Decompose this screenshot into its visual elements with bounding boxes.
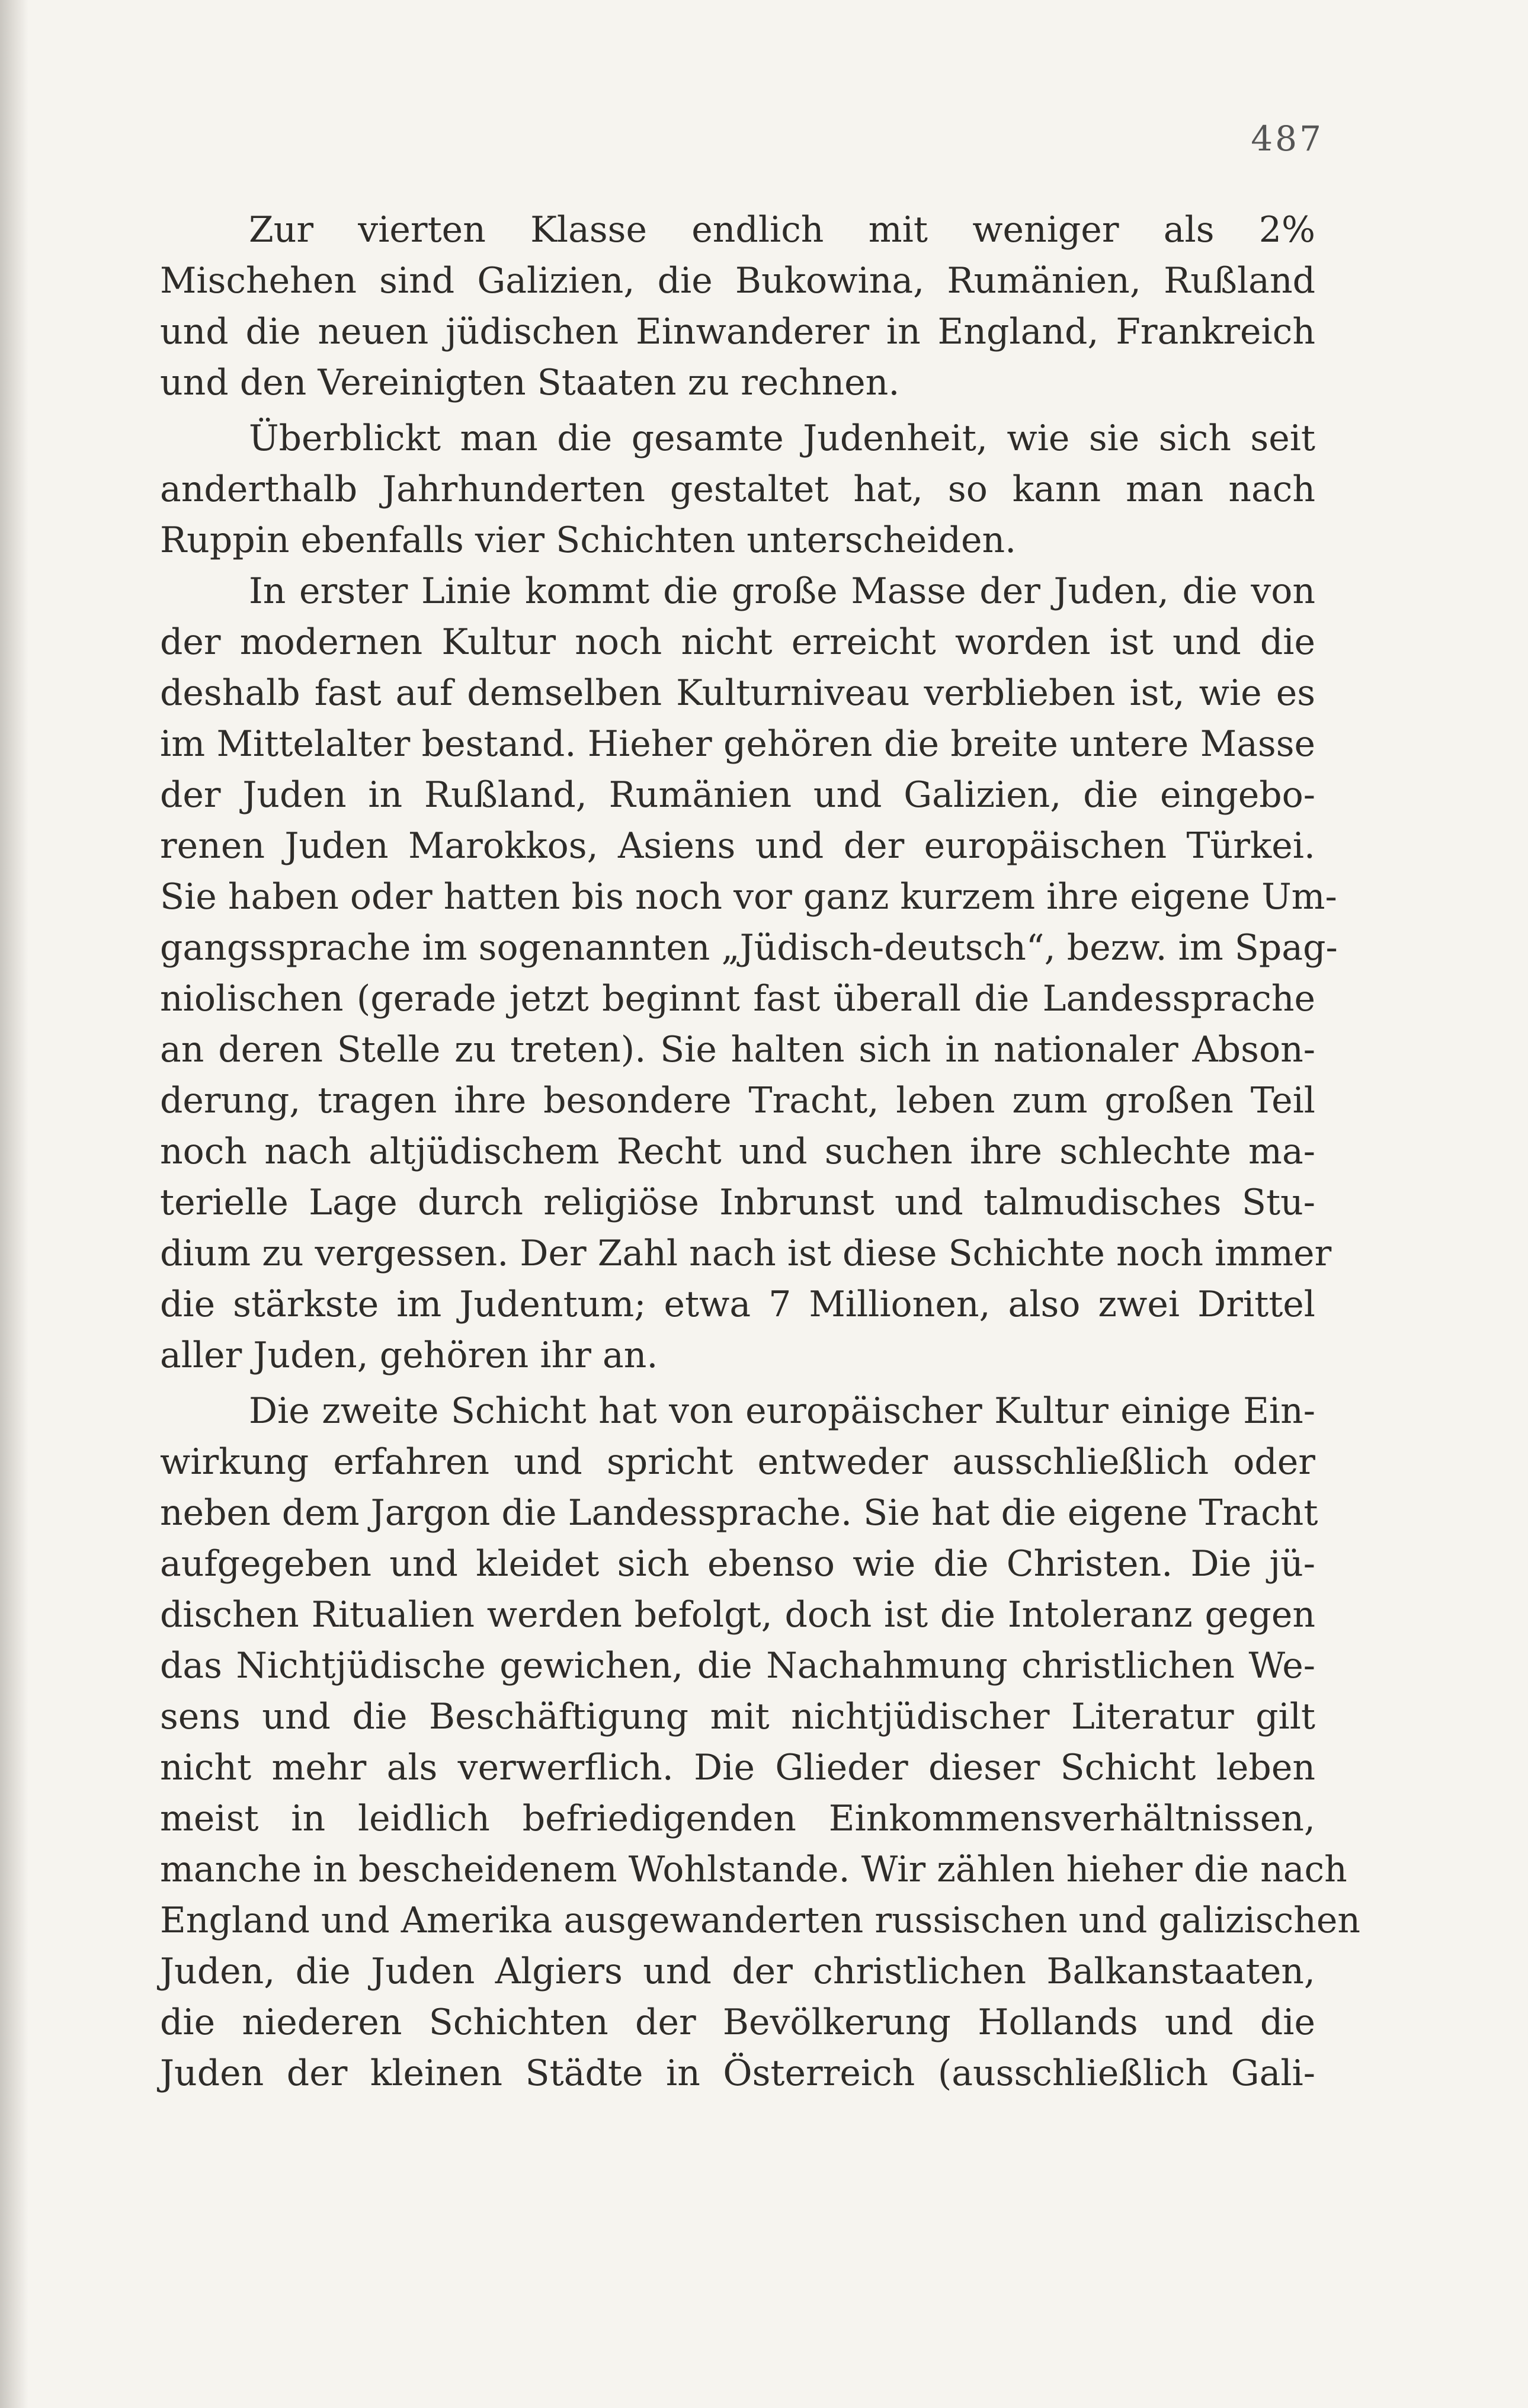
text-line: Die zweite Schicht hat von europäischer Kultur einige Ein- (249, 1390, 1315, 1432)
text-line: gangssprache im sogenannten „Jüdisch-deutsch“, bezw. im Spag- (160, 927, 1338, 969)
text-line: derung, tragen ihre besondere Tracht, leben zum großen Teil (160, 1080, 1315, 1121)
text-line: sens und die Beschäftigung mit nichtjüdischer Literatur gilt (160, 1696, 1315, 1737)
text-line: wirkung erfahren und spricht entweder ausschließlich oder (160, 1441, 1315, 1483)
text-line: Sie haben oder hatten bis noch vor ganz kurzem ihre eigene Um- (160, 876, 1337, 918)
text-line: die niederen Schichten der Bevölkerung Hollands und die (160, 2002, 1315, 2043)
paragraph-4 (160, 1386, 1360, 2099)
text-line: Juden, die Juden Algiers und der christlichen Balkanstaaten, (160, 1951, 1315, 1992)
text-line: das Nichtjüdische gewichen, die Nachahmung christlichen We- (160, 1645, 1315, 1686)
page-binding-edge (0, 0, 28, 2408)
text-line: nicht mehr als verwerflich. Die Glieder dieser Schicht leben (160, 1747, 1315, 1788)
paragraph-3 (160, 566, 1338, 1381)
text-line: noch nach altjüdischem Recht und suchen ihre schlechte ma- (160, 1131, 1315, 1172)
text-line: der Juden in Rußland, Rumänien und Galizien, die eingebo- (160, 774, 1315, 816)
text-column (160, 204, 1360, 2099)
text-line: aller Juden, gehören ihr an. (160, 1335, 658, 1376)
paragraph-2 (160, 413, 1315, 566)
text-line: und die neuen jüdischen Einwanderer in England, Frankreich (160, 311, 1315, 352)
text-line: an deren Stelle zu treten). Sie halten sich in nationaler Abson- (160, 1029, 1315, 1070)
text-line: Juden der kleinen Städte in Österreich (ausschließlich Gali- (160, 2053, 1315, 2094)
text-line: Mischehen sind Galizien, die Bukowina, Rumänien, Rußland (160, 260, 1315, 302)
text-line: aufgegeben und kleidet sich ebenso wie die Christen. Die jü- (160, 1543, 1315, 1585)
text-line: terielle Lage durch religiöse Inbrunst und talmudisches Stu- (160, 1182, 1315, 1223)
text-line: renen Juden Marokkos, Asiens und der europäischen Türkei. (160, 825, 1315, 867)
paragraph-1 (160, 204, 1315, 408)
text-line: Überblickt man die gesamte Judenheit, wie sie sich seit (249, 418, 1315, 459)
text-line: dium zu vergessen. Der Zahl nach ist diese Schichte noch immer (160, 1233, 1332, 1274)
text-line: dischen Ritualien werden befolgt, doch ist die Intoleranz gegen (160, 1594, 1315, 1636)
text-line: im Mittelalter bestand. Hieher gehören die breite untere Masse (160, 723, 1315, 765)
text-line: England und Amerika ausgewanderten russischen und galizischen (160, 1900, 1360, 1941)
text-line: niolischen (gerade jetzt beginnt fast überall die Landessprache (160, 978, 1315, 1019)
text-line: Zur vierten Klasse endlich mit weniger als 2% (249, 209, 1315, 251)
page-number: 487 (1251, 118, 1324, 159)
text-line: der modernen Kultur noch nicht erreicht worden ist und die (160, 621, 1315, 663)
text-line: deshalb fast auf demselben Kulturniveau verblieben ist, wie es (160, 672, 1315, 714)
text-line: anderthalb Jahrhunderten gestaltet hat, so kann man nach (160, 469, 1315, 510)
text-line: neben dem Jargon die Landessprache. Sie hat die eigene Tracht (160, 1492, 1318, 1534)
text-line: manche in bescheidenem Wohlstande. Wir zählen hieher die nach (160, 1849, 1347, 1890)
text-line: die stärkste im Judentum; etwa 7 Millionen, also zwei Drittel (160, 1284, 1315, 1325)
text-line: meist in leidlich befriedigenden Einkommensverhältnissen, (160, 1798, 1315, 1839)
text-line: In erster Linie kommt die große Masse der Juden, die von (249, 570, 1315, 612)
text-line: und den Vereinigten Staaten zu rechnen. (160, 362, 900, 403)
text-line: Ruppin ebenfalls vier Schichten unterscheiden. (160, 520, 1017, 561)
